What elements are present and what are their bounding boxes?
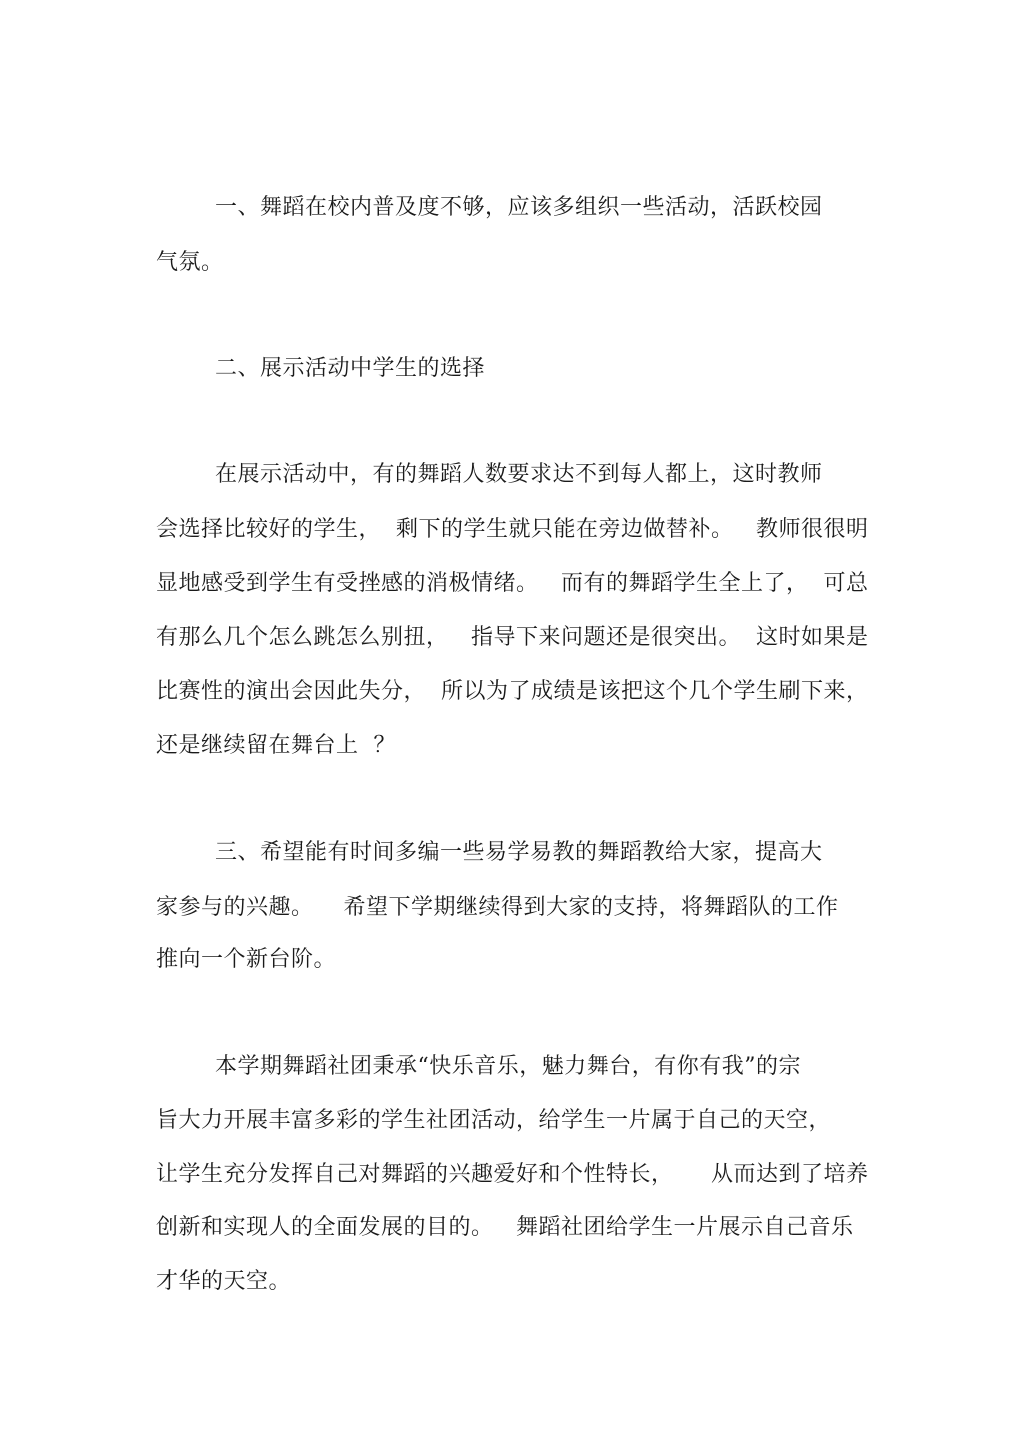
- paragraph-line: 会选择比较好的学生， 剩下的学生就只能在旁边做替补。 教师很很明: [156, 517, 869, 542]
- paragraph-line: 有那么几个怎么跳怎么别扭， 指导下来问题还是很突出。 这时如果是: [156, 625, 869, 650]
- paragraph-line: 二、展示活动中学生的选择: [215, 356, 486, 381]
- paragraph-line: 本学期舞蹈社团秉承“快乐音乐，魅力舞台，有你有我”的宗: [215, 1054, 801, 1079]
- paragraph-line: 在展示活动中，有的舞蹈人数要求达不到每人都上，这时教师: [215, 462, 823, 487]
- paragraph-line: 一、舞蹈在校内普及度不够，应该多组织一些活动，活跃校园: [215, 195, 823, 220]
- paragraph-line: 家参与的兴趣。 希望下学期继续得到大家的支持，将舞蹈队的工作: [156, 895, 839, 920]
- paragraph-line: 旨大力开展丰富多彩的学生社团活动，给学生一片属于自己的天空，: [156, 1108, 832, 1133]
- paragraph-line: 创新和实现人的全面发展的目的。 舞蹈社团给学生一片展示自己音乐: [156, 1215, 854, 1240]
- paragraph-line: 三、希望能有时间多编一些易学易教的舞蹈教给大家，提高大: [215, 840, 823, 865]
- paragraph-line: 还是继续留在舞台上 ？: [156, 733, 396, 758]
- paragraph-line: 显地感受到学生有受挫感的消极情绪。 而有的舞蹈学生全上了， 可总: [156, 571, 869, 596]
- paragraph-line: 让学生充分发挥自己对舞蹈的兴趣爱好和个性特长， 从而达到了培养: [156, 1162, 869, 1187]
- paragraph-line: 气氛。: [156, 250, 224, 275]
- paragraph-line: 比赛性的演出会因此失分， 所以为了成绩是该把这个几个学生刷下来，: [156, 679, 869, 704]
- paragraph-line: 才华的天空。: [156, 1269, 292, 1294]
- paragraph-line: 推向一个新台阶。: [156, 947, 337, 972]
